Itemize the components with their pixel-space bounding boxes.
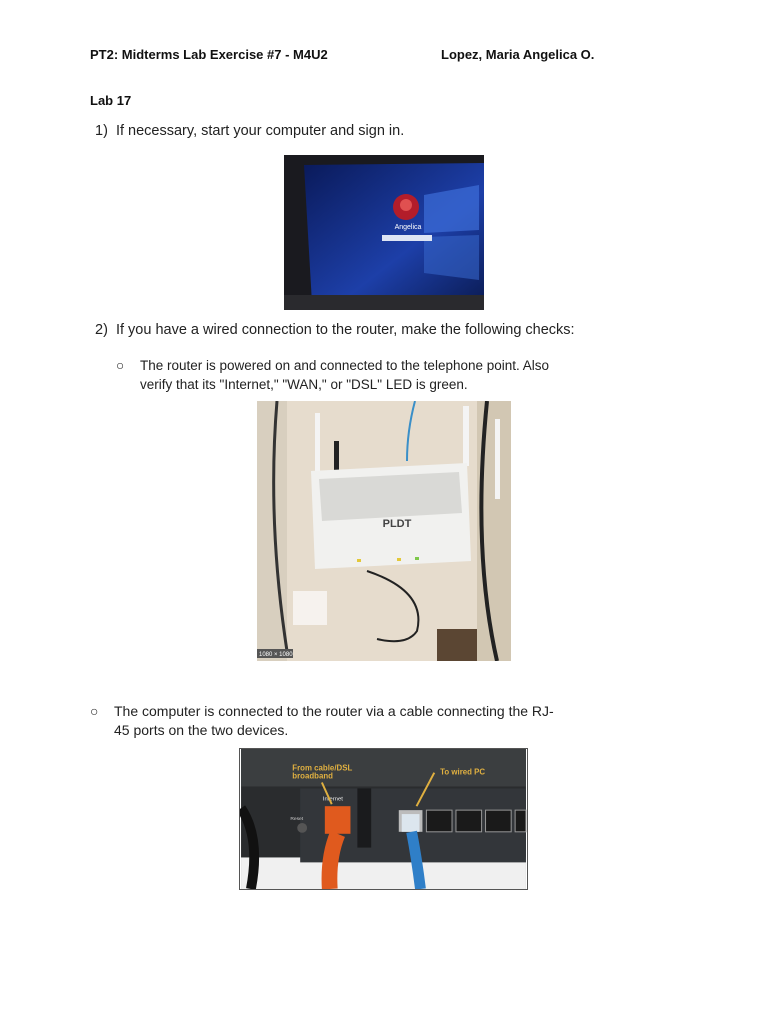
header-right: Lopez, Maria Angelica O. xyxy=(441,47,595,62)
router-photo xyxy=(257,401,511,661)
bullet-1-line2: verify that its "Internet," "WAN," or "DSL" LED is green. xyxy=(140,377,468,392)
router-image xyxy=(257,401,511,661)
ports-label-from2: broadband xyxy=(292,771,333,781)
ports-label-reset: Reset xyxy=(290,816,304,822)
ports-photo xyxy=(239,748,528,890)
router-brand: PLDT xyxy=(382,518,412,530)
bullet-2-line1: The computer is connected to the router via a cable connecting the RJ- xyxy=(114,703,554,719)
ports-label-from: From cable/DSL xyxy=(292,763,353,773)
step-1 xyxy=(95,123,404,139)
ports-label-internet: Internet xyxy=(322,796,343,803)
step-2-text: If you have a wired connection to the router, make the following checks: xyxy=(115,322,575,338)
bullet-1-line1: The router is powered on and connected to the telephone point. Also xyxy=(140,358,550,373)
step-2 xyxy=(95,322,575,338)
router-size-caption: 1080 × 1080 xyxy=(259,652,293,658)
bullet-1 xyxy=(116,356,549,394)
bullet-2-mark: ○ xyxy=(90,703,99,719)
login-screen-photo xyxy=(284,155,484,310)
header-left: PT2: Midterms Lab Exercise #7 - M4U2 xyxy=(90,47,328,62)
bullet-2 xyxy=(90,702,554,740)
ports-label-to: To wired PC xyxy=(440,767,486,777)
login-username: Angelica xyxy=(394,224,422,231)
lab-title: Lab 17 xyxy=(90,93,132,108)
bullet-1-mark: ○ xyxy=(116,358,125,373)
step-2-number: 2) xyxy=(95,322,108,338)
step-1-number: 1) xyxy=(95,123,108,139)
login-screen-image xyxy=(284,155,484,310)
step-1-text: If necessary, start your computer and sign in. xyxy=(115,123,405,139)
bullet-2-line2: 45 ports on the two devices. xyxy=(114,722,289,738)
ports-image xyxy=(240,749,527,889)
